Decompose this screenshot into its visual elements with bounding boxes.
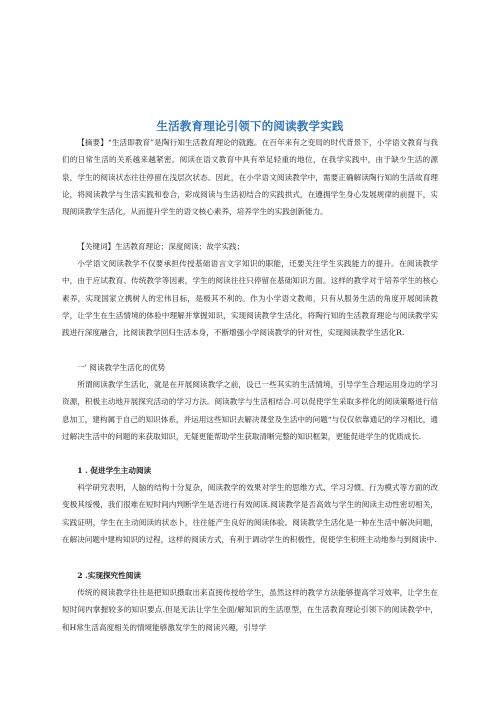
intro-paragraph: 小学语文阅读教学不仅要承担传授基础语言文字知识的职能，还要关注学生实践能力的提升。在阅读教学中，由于应试教育、传统教学等因素，学生的阅读往往只停留在基础知识方面。这样的教学对于培养学生的核心素养，实现国家立携树人的宏伟目标，是极其不利的。作为小学语文教师，只有从服务生活的角度开展阅读教学，让学生在生活情境的体验中理解并掌握知识，实现阅读教学生活化，将陶行知的生活教育理论与阅读教学实践进行深度融合，比阅读教学回归生活本身，不断增强小学阅读教学的针对性，实现阅读教学生活化R. — [62, 259, 438, 338]
subsection2-heading: 2 .实现探究性阅读 — [77, 571, 141, 580]
subsection1-paragraph: 科学研究表明，人脑的结构十分复杂，阅读教学的效果对学生的思维方式、学习习惯、行为模式等方面的改变极其绥慢，我们很难在短时间内判断学生是否进行有效阅读.阅读教学是否高效与学生的阅读主动性密切相关，实践证明，学生在主动阅读的状态卜，往往能产生良好的阅读体验。阅读教学生活化是一种在生活中解决问题，在解决问题中建构知识的过程，这样的阅读方式，有利于调动学生的积极性，促使学生积班主动地参与到阅读中. — [62, 483, 438, 544]
abstract-paragraph: 【摘要】“生活即教育”是陶行知生活教育理论的就跑。在百年来有之变局的时代背景下，小学语文教育与我们的日常生活的关系越来越紧密。阅读在语文教育中具有举足轻重的地位，在我学实践中，由于缺少生活的源泉，学生的阅读状态往往停留在浅层次状态。因此，在小学语文阅读教学中，需要正确解读陶行知的生活故育理论，将阅读教学与生活实践和卷合，彩成阅读与生活初结合的实践拱式，在遵拥学生身心发展规律的前提下，实现阅读教学生活化，从而提升学生的语文核心素养，培养学生的实践创新能力。 — [62, 138, 438, 217]
section1-paragraph: 所谓阅读教学生活化，就是在开展阅读教学之前，设已一些其实的生活情境，引导学生合理运用身边的学习资源，积极主动地开展探究活动的学习方法。阅读教学与生活相结合.可以促使学生采取多样化的阅读策略进行信息加工，建构属于自己的知识体系，并运用这些知识去解决课堂及生活中的问题“与仅仅依靠通记的学习相比，通过解决生活中的问题的来获取知识，无疑更能帮助学生获取清晰完整的知识框架，更能促进学生的优质成长. — [62, 380, 438, 441]
subsection1-heading: 1 . 促进学生主动阅读 — [77, 466, 152, 475]
section1-heading: 一' 阅读教学生活化的优势 — [77, 363, 166, 372]
document-title: 生活教育理论引领下的阅读教学实践 — [156, 119, 344, 133]
keywords-line: 【关键词】生活教育理论；深度阅读；故学实践； — [77, 242, 245, 251]
subsection2-paragraph: 传统的阅读教学往往是把知识摄取出来直接传授给学生，虽然这样的教学方法能够提高学习效率，让学生在短时间内掌握较多的知识要点.但是无法让学生全面/解知识的生活原型，在生活教育理论引领下的阅读教学中，和H常生活高度相关的情境能够激发学生的阅读兴趣，引导学 — [62, 588, 438, 632]
